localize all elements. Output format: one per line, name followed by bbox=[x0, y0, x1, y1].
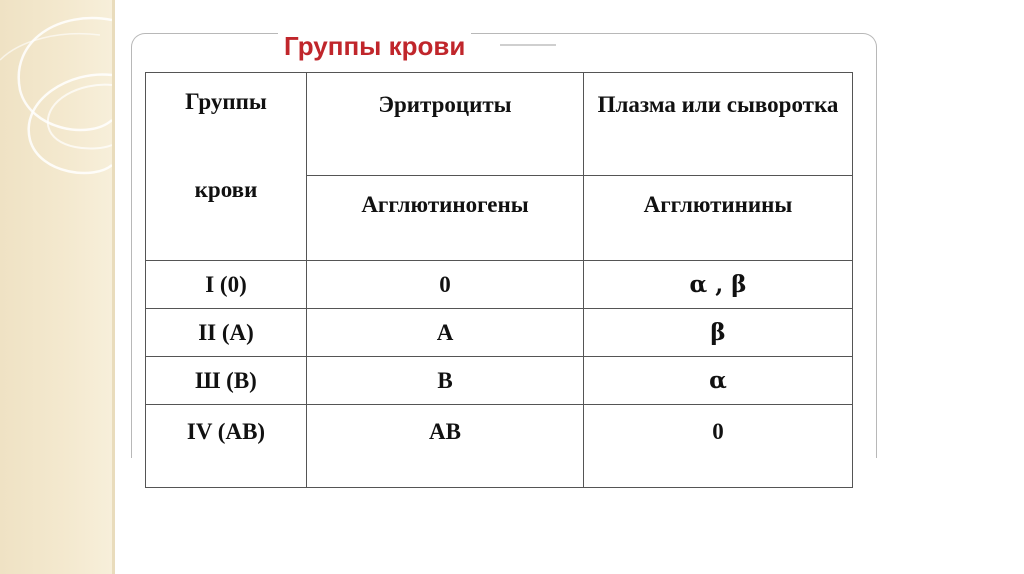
decorative-swirl-icon bbox=[0, 0, 112, 574]
cell-agglutinin: 0 bbox=[584, 405, 853, 488]
header-cell-plasma: Плазма или сыворотка bbox=[584, 73, 853, 176]
table-row bbox=[146, 357, 853, 405]
cell-blood-group: I (0) bbox=[146, 261, 307, 309]
cell-blood-group: II (A) bbox=[146, 309, 307, 357]
cell-agglutinin: α bbox=[584, 357, 853, 405]
cell-agglutinogen: A bbox=[307, 309, 584, 357]
cell-agglutinin: β bbox=[584, 309, 853, 357]
title-divider bbox=[500, 44, 556, 46]
panel-divider bbox=[112, 0, 115, 574]
cell-agglutinogen: AB bbox=[307, 405, 584, 488]
header-cell-erythrocytes: Эритроциты bbox=[307, 73, 584, 176]
page-title: Группы крови bbox=[278, 28, 471, 64]
cell-agglutinogen: B bbox=[307, 357, 584, 405]
cell-agglutinogen: 0 bbox=[307, 261, 584, 309]
header-cell-agglutinins: Агглютинины bbox=[584, 176, 853, 261]
cell-agglutinin: α , β bbox=[584, 261, 853, 309]
blood-groups-table bbox=[145, 72, 853, 488]
table-row bbox=[146, 309, 853, 357]
cell-blood-group: IV (AB) bbox=[146, 405, 307, 488]
table-row bbox=[146, 405, 853, 488]
cell-blood-group: Ш (B) bbox=[146, 357, 307, 405]
header-cell-blood-group bbox=[146, 73, 307, 261]
header-cell-agglutinogens: Агглютиногены bbox=[307, 176, 584, 261]
header-group-label-bottom: крови bbox=[194, 177, 258, 202]
table-row bbox=[146, 261, 853, 309]
decorative-side-panel bbox=[0, 0, 112, 574]
header-group-label-top: Группы bbox=[185, 89, 267, 114]
